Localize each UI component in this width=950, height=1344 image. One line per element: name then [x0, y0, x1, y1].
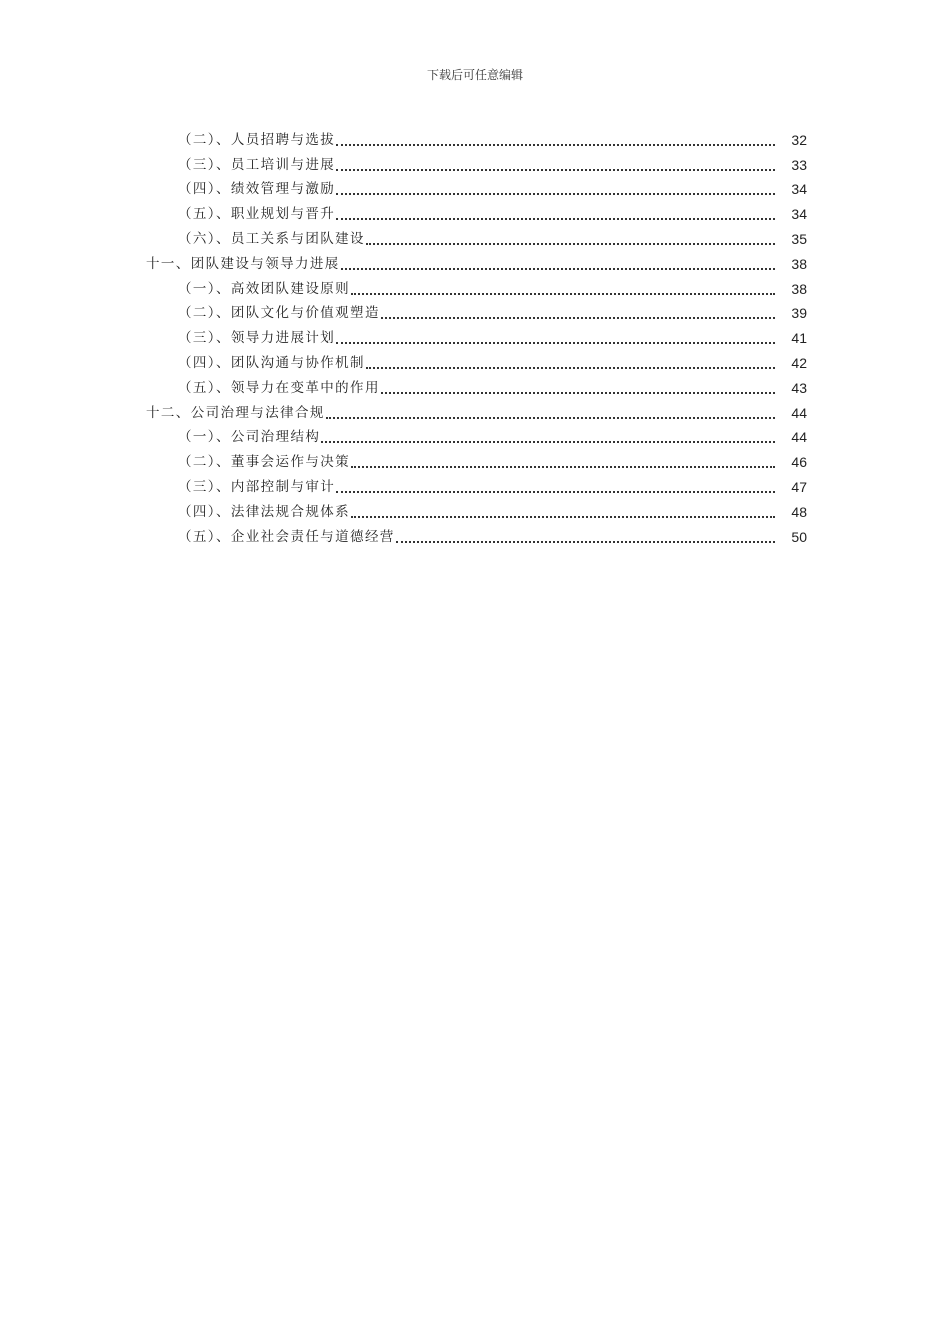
toc-entry-label: （二）、董事会运作与决策	[178, 454, 351, 471]
toc-entry-page-number: 41	[791, 330, 807, 347]
toc-entry-page-number: 50	[791, 528, 807, 545]
toc-entry[interactable]	[0, 152, 950, 177]
toc-entry-page-number: 35	[791, 230, 807, 247]
toc-dot-leader	[326, 417, 775, 419]
toc-dot-leader	[366, 243, 775, 245]
toc-entry[interactable]	[0, 449, 950, 474]
toc-dot-leader	[336, 169, 775, 171]
toc-dot-leader	[396, 541, 775, 543]
toc-dot-leader	[336, 342, 775, 344]
toc-entry[interactable]	[0, 350, 950, 375]
toc-entry-page-number: 47	[791, 478, 807, 495]
toc-dot-leader	[381, 317, 775, 319]
toc-entry-label: （一）、公司治理结构	[178, 429, 321, 446]
toc-entry-page-number: 38	[791, 255, 807, 272]
toc-dot-leader	[381, 392, 775, 394]
toc-entry[interactable]	[0, 400, 950, 425]
toc-entry[interactable]	[0, 524, 950, 549]
toc-dot-leader	[336, 144, 775, 146]
toc-entry-label: （二）、团队文化与价值观塑造	[178, 305, 380, 322]
toc-entry-label: （四）、法律法规合规体系	[178, 503, 351, 520]
toc-entry-page-number: 48	[791, 503, 807, 520]
toc-dot-leader	[366, 367, 775, 369]
toc-entry-label: （二）、人员招聘与选拔	[178, 131, 336, 148]
toc-entry[interactable]	[0, 325, 950, 350]
toc-entry[interactable]	[0, 425, 950, 450]
toc-entry[interactable]	[0, 251, 950, 276]
toc-dot-leader	[321, 441, 775, 443]
toc-entry-label: （五）、职业规划与晋升	[178, 206, 336, 223]
toc-entry-label: 十一、团队建设与领导力进展	[146, 255, 340, 272]
toc-entry[interactable]	[0, 499, 950, 524]
toc-dot-leader	[351, 466, 775, 468]
toc-entry-page-number: 44	[791, 404, 807, 421]
toc-entry-page-number: 44	[791, 429, 807, 446]
toc-entry[interactable]	[0, 127, 950, 152]
table-of-contents	[0, 127, 950, 549]
toc-dot-leader	[336, 491, 775, 493]
toc-entry[interactable]	[0, 301, 950, 326]
toc-entry-label: （三）、内部控制与审计	[178, 478, 336, 495]
toc-entry[interactable]	[0, 375, 950, 400]
toc-entry-page-number: 34	[791, 181, 807, 198]
toc-entry-page-number: 43	[791, 379, 807, 396]
toc-dot-leader	[336, 193, 775, 195]
toc-dot-leader	[351, 293, 775, 295]
toc-entry-label: 十二、公司治理与法律合规	[146, 404, 325, 421]
toc-entry-page-number: 39	[791, 305, 807, 322]
toc-entry-page-number: 33	[791, 156, 807, 173]
page-header: 下载后可任意编辑	[426, 68, 523, 82]
toc-entry-label: （四）、团队沟通与协作机制	[178, 354, 365, 371]
toc-entry-page-number: 32	[791, 131, 807, 148]
toc-entry-page-number: 34	[791, 206, 807, 223]
toc-entry-label: （三）、员工培训与进展	[178, 156, 336, 173]
toc-entry-label: （三）、领导力进展计划	[178, 330, 336, 347]
toc-entry[interactable]	[0, 201, 950, 226]
toc-entry-label: （五）、领导力在变革中的作用	[178, 379, 380, 396]
toc-entry[interactable]	[0, 276, 950, 301]
toc-entry[interactable]	[0, 177, 950, 202]
toc-dot-leader	[336, 218, 775, 220]
toc-entry-page-number: 42	[791, 354, 807, 371]
toc-entry[interactable]	[0, 474, 950, 499]
toc-entry-label: （六）、员工关系与团队建设	[178, 230, 365, 247]
toc-entry-page-number: 46	[791, 454, 807, 471]
toc-dot-leader	[341, 268, 775, 270]
toc-entry-label: （一）、高效团队建设原则	[178, 280, 351, 297]
toc-entry-label: （五）、企业社会责任与道德经营	[178, 528, 395, 545]
toc-entry-page-number: 38	[791, 280, 807, 297]
toc-entry-label: （四）、绩效管理与激励	[178, 181, 336, 198]
toc-entry[interactable]	[0, 226, 950, 251]
toc-dot-leader	[351, 516, 775, 518]
